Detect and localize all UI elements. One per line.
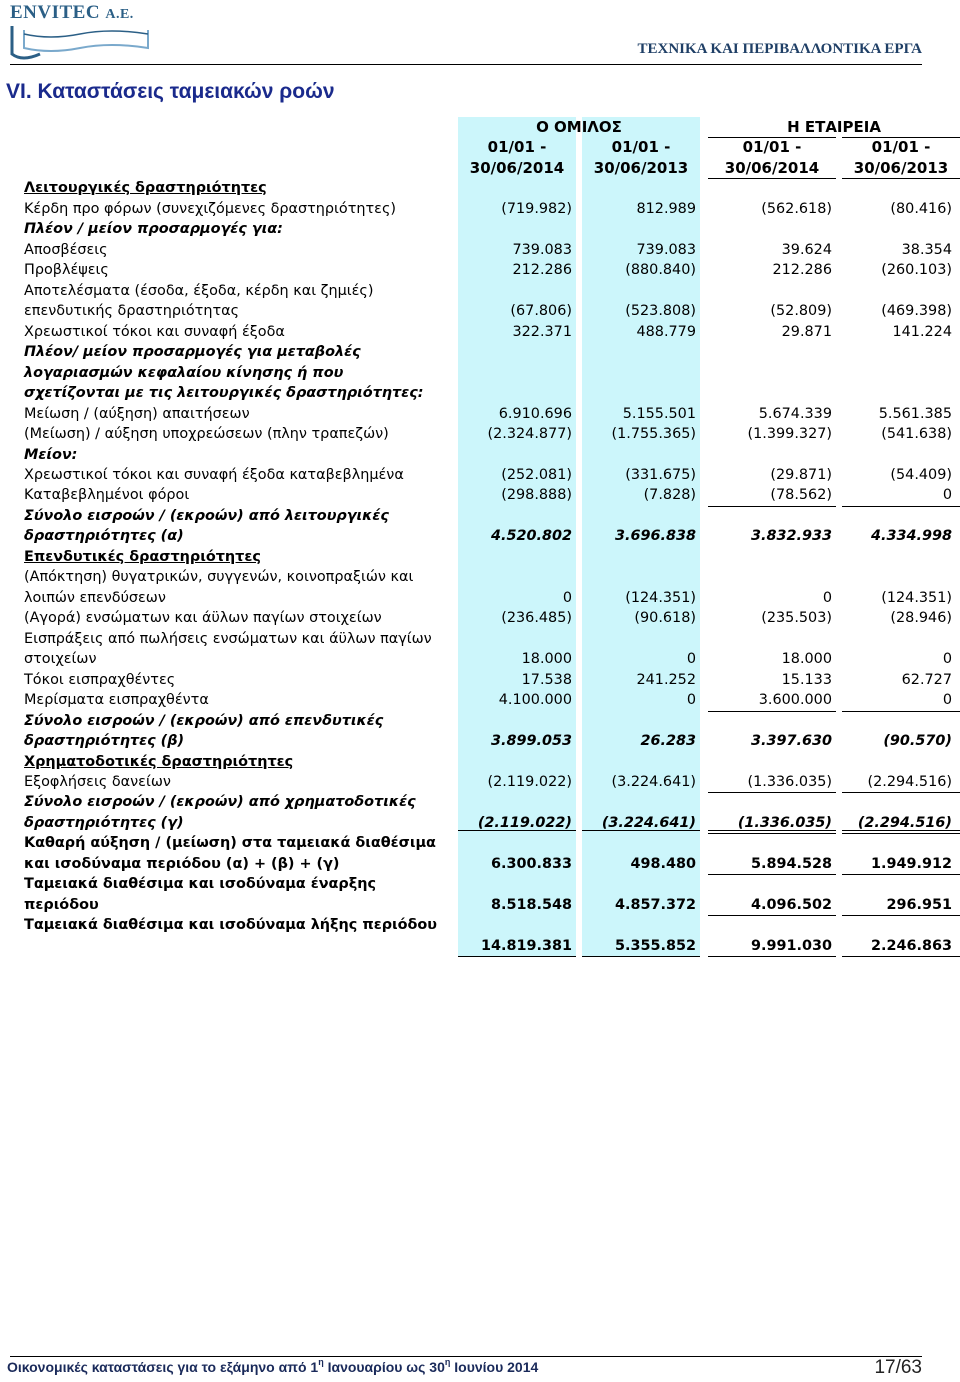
cell-value: (1.336.035): [737, 814, 832, 831]
cell-value: 5.674.339: [758, 405, 832, 422]
row-label: λοιπών επενδύσεων: [24, 589, 166, 606]
cell-value: 212.286: [772, 262, 832, 279]
cell-value: 241.252: [636, 671, 696, 688]
cell-value: (67.806): [510, 303, 572, 320]
footer-text-part: Ιανουαρίου ως 30: [323, 1359, 445, 1375]
table-row: [24, 445, 960, 465]
table-row: [24, 670, 960, 690]
header-divider: [10, 64, 922, 65]
row-label: (Μείωση) / αύξηση υποχρεώσεων (πλην τραπεζών): [24, 426, 389, 443]
table-row: [24, 281, 960, 301]
cell-value: 488.779: [636, 323, 696, 340]
row-label: δραστηριότητες (β): [24, 733, 185, 750]
cell-value: (54.409): [890, 466, 952, 483]
cell-value: 4.334.998: [870, 528, 952, 545]
cell-value: (7.828): [643, 487, 696, 504]
table-row: [24, 342, 960, 362]
table-row: [24, 363, 960, 383]
table-row: [24, 567, 960, 587]
table-row: [24, 649, 960, 669]
table-row: [24, 752, 960, 772]
row-label: δραστηριότητες (α): [24, 528, 184, 545]
cell-value: 38.354: [901, 241, 952, 258]
row-label: Πλέον / μείον προσαρμογές για:: [24, 221, 283, 238]
cell-value: 5.894.528: [750, 855, 832, 872]
cell-value: (1.755.365): [611, 426, 696, 443]
logo-main: ENVITEC: [10, 2, 101, 23]
row-label: (Απόκτηση) θυγατρικών, συγγενών, κοινοπραξιών και: [24, 569, 414, 586]
row-label: λογαριασμών κεφαλαίου κίνησης ή που: [24, 364, 344, 381]
cell-value: (469.398): [881, 303, 952, 320]
row-label: Εισπράξεις από πωλήσεις ενσώματων και άϋλων παγίων: [24, 630, 432, 647]
cell-value: 6.910.696: [498, 405, 572, 422]
row-label: Μείον:: [24, 446, 78, 463]
row-label: Χρηματοδοτικές δραστηριότητες: [24, 753, 294, 770]
row-label: δραστηριότητες (γ): [24, 814, 184, 831]
cell-value: 322.371: [512, 323, 572, 340]
row-label: Αποσβέσεις: [24, 241, 108, 258]
company-logo: [10, 2, 150, 62]
table-row: [24, 506, 960, 526]
footer-text-part: Ιουνίου 2014: [450, 1359, 539, 1375]
table-header-groups: [24, 117, 960, 137]
row-label: περιόδου: [24, 896, 99, 913]
cell-value: 18.000: [781, 651, 832, 668]
row-label: Καταβεβλημένοι φόροι: [24, 487, 190, 504]
cell-value: (29.871): [770, 466, 832, 483]
table-row: [24, 465, 960, 485]
section-title: VI. Καταστάσεις ταμειακών ροών: [6, 80, 335, 103]
cell-value: 0: [686, 692, 696, 709]
cell-value: (80.416): [890, 200, 952, 217]
cell-value: 812.989: [636, 200, 696, 217]
row-label: Κέρδη προ φόρων (συνεχιζόμενες δραστηριότητες): [24, 200, 397, 217]
cell-value: 9.991.030: [750, 937, 832, 954]
row-label: Σύνολο εισροών / (εκροών) από λειτουργικές: [24, 507, 389, 524]
cell-value: (124.351): [625, 589, 696, 606]
table-row: [24, 915, 960, 935]
cell-value: 0: [942, 487, 952, 504]
cell-value: 141.224: [892, 323, 952, 340]
cell-value: (541.638): [881, 426, 952, 443]
col-header: 01/01 -: [487, 138, 547, 157]
table-row: [24, 895, 960, 915]
cell-value: 39.624: [781, 241, 832, 258]
cell-value: 0: [686, 651, 696, 668]
table-row: [24, 874, 960, 894]
document-header-title: ΤΕΧΝΙΚΑ ΚΑΙ ΠΕΡΙΒΑΛΛΟΝΤΙΚΑ ΕΡΓΑ: [637, 41, 922, 57]
row-label: στοιχείων: [24, 651, 97, 668]
row-label: Πλέον/ μείον προσαρμογές για μεταβολές: [24, 344, 361, 361]
footer-text-part: Οικονομικές καταστάσεις για το εξάμηνο από 1: [7, 1359, 319, 1375]
table-header-dates-bottom: [24, 158, 960, 178]
cell-value: (52.809): [770, 303, 832, 320]
cell-value: 26.283: [640, 733, 696, 750]
cell-value: (124.351): [881, 589, 952, 606]
cell-value: 3.397.630: [750, 733, 832, 750]
table-row: [24, 240, 960, 260]
row-label: Εξοφλήσεις δανείων: [24, 774, 171, 790]
table-row: [24, 833, 960, 853]
cell-value: 3.696.838: [614, 528, 696, 545]
cell-value: (2.119.022): [487, 774, 572, 790]
cell-value: (78.562): [770, 487, 832, 504]
table-row: [24, 731, 960, 751]
cell-value: (298.888): [501, 487, 572, 504]
cell-value: (719.982): [501, 200, 572, 217]
table-header-dates-top: [24, 137, 960, 157]
row-label: Αποτελέσματα (έσοδα, έξοδα, κέρδη και ζημιές): [24, 282, 374, 299]
cell-value: (331.675): [625, 466, 696, 483]
cell-value: (236.485): [501, 610, 572, 627]
col-header: 01/01 -: [871, 138, 931, 157]
cell-value: 62.727: [901, 671, 952, 688]
table-row: [24, 813, 960, 833]
row-label: σχετίζονται με τις λειτουργικές δραστηριότητες:: [24, 385, 424, 402]
cell-value: (2.119.022): [477, 814, 572, 831]
cell-value: (562.618): [761, 200, 832, 217]
cell-value: 5.561.385: [878, 405, 952, 422]
row-label: Τόκοι εισπραχθέντες: [24, 671, 176, 688]
cell-value: (252.081): [501, 466, 572, 483]
cell-value: 0: [942, 651, 952, 668]
table-row: [24, 854, 960, 874]
row-label: Ταμειακά διαθέσιμα και ισοδύναμα λήξης περιόδου: [24, 917, 438, 934]
cell-value: (2.294.516): [867, 774, 952, 790]
cash-flow-table: [24, 117, 960, 956]
cell-value: 498.480: [630, 855, 696, 872]
footer-superscript: η: [318, 1357, 324, 1367]
cell-value: 4.100.000: [498, 692, 572, 709]
table-row: [24, 199, 960, 219]
cell-value: (90.618): [634, 610, 696, 627]
group-header-group: Ο ΟΜΙΛΟΣ: [536, 118, 622, 136]
cell-value: 739.083: [636, 241, 696, 258]
cell-value: 14.819.381: [480, 937, 572, 954]
cell-value: 5.355.852: [614, 937, 696, 954]
cell-value: 0: [822, 589, 832, 606]
cell-value: 0: [942, 692, 952, 709]
table-row: [24, 936, 960, 956]
cell-value: (2.294.516): [857, 814, 952, 831]
cell-value: (880.840): [625, 262, 696, 279]
cell-value: 739.083: [512, 241, 572, 258]
footer-superscript: η: [444, 1357, 451, 1367]
row-label: Καθαρή αύξηση / (μείωση) στα ταμειακά διαθέσιμα: [24, 835, 436, 852]
table-row: [24, 260, 960, 280]
row-label: Επενδυτικές δραστηριότητες: [24, 548, 261, 565]
cell-value: 0: [562, 589, 572, 606]
cell-value: 29.871: [781, 323, 832, 340]
row-label: Χρεωστικοί τόκοι και συναφή έξοδα καταβεβλημένα: [24, 466, 404, 483]
page-number: 17/63: [874, 1357, 922, 1378]
col-header: 30/06/2013: [853, 158, 949, 177]
cell-value: 8.518.548: [490, 896, 572, 913]
cell-value: 4.520.802: [490, 528, 572, 545]
cell-value: 3.600.000: [758, 692, 832, 709]
table-row: [24, 711, 960, 731]
cell-value: 4.096.502: [750, 896, 832, 913]
cell-value: 17.538: [521, 671, 572, 688]
row-label: Ταμειακά διαθέσιμα και ισοδύναμα έναρξης: [24, 876, 376, 893]
col-header: 30/06/2014: [724, 158, 820, 177]
table-row: [24, 219, 960, 239]
table-row: [24, 690, 960, 710]
cell-value: (235.503): [761, 610, 832, 627]
table-row: [24, 404, 960, 424]
col-header: 01/01 -: [611, 138, 671, 157]
cell-value: (260.103): [881, 262, 952, 279]
row-label: Μερίσματα εισπραχθέντα: [24, 692, 209, 709]
cell-value: (1.336.035): [747, 774, 832, 790]
table-row: [24, 608, 960, 628]
table-row: [24, 547, 960, 567]
cell-value: 15.133: [781, 671, 832, 688]
cell-value: 212.286: [512, 262, 572, 279]
row-label: Σύνολο εισροών / (εκροών) από χρηματοδοτικές: [24, 794, 416, 811]
cell-value: (90.570): [883, 733, 952, 750]
table-row: [24, 526, 960, 546]
table-row: [24, 792, 960, 812]
cell-value: (3.224.641): [601, 814, 696, 831]
cell-value: (523.808): [625, 303, 696, 320]
table-row: [24, 178, 960, 198]
col-header: 30/06/2014: [469, 158, 565, 177]
row-label: Μείωση / (αύξηση) απαιτήσεων: [24, 405, 250, 422]
cell-value: 2.246.863: [870, 937, 952, 954]
table-row: [24, 629, 960, 649]
row-label: (Αγορά) ενσώματων και άϋλων παγίων στοιχείων: [24, 610, 382, 627]
cell-value: 18.000: [521, 651, 572, 668]
cell-value: 6.300.833: [490, 855, 572, 872]
table-row: [24, 485, 960, 505]
table-row: [24, 301, 960, 321]
col-header: 30/06/2013: [593, 158, 689, 177]
row-label: επενδυτικής δραστηριότητας: [24, 303, 240, 320]
logo-wave-icon: [10, 24, 150, 64]
row-label: Προβλέψεις: [24, 262, 109, 279]
cell-value: (3.224.641): [611, 774, 696, 790]
footer-text: [7, 1359, 538, 1375]
cell-value: 296.951: [886, 896, 952, 913]
table-row: [24, 322, 960, 342]
col-header: 01/01 -: [742, 138, 802, 157]
cell-value: 3.832.933: [750, 528, 832, 545]
cell-value: 3.899.053: [490, 733, 572, 750]
footer-divider: [10, 1356, 922, 1357]
cell-value: 5.155.501: [622, 405, 696, 422]
cell-value: (2.324.877): [487, 426, 572, 443]
table-row: [24, 588, 960, 608]
cell-value: 4.857.372: [614, 896, 696, 913]
table-row: [24, 424, 960, 444]
table-row: [24, 383, 960, 403]
row-label: Σύνολο εισροών / (εκροών) από επενδυτικές: [24, 712, 384, 729]
row-label: Χρεωστικοί τόκοι και συναφή έξοδα: [24, 323, 285, 340]
table-row: [24, 772, 960, 792]
cell-value: 1.949.912: [870, 855, 952, 872]
cell-value: (1.399.327): [747, 426, 832, 443]
logo-text: [10, 2, 134, 24]
row-label: και ισοδύναμα περιόδου (α) + (β) + (γ): [24, 855, 340, 872]
row-label: Λειτουργικές δραστηριότητες: [24, 180, 267, 197]
logo-suffix: Α.Ε.: [105, 7, 134, 22]
cell-value: (28.946): [890, 610, 952, 627]
group-header-company: Η ΕΤΑΙΡΕΙΑ: [787, 118, 881, 136]
